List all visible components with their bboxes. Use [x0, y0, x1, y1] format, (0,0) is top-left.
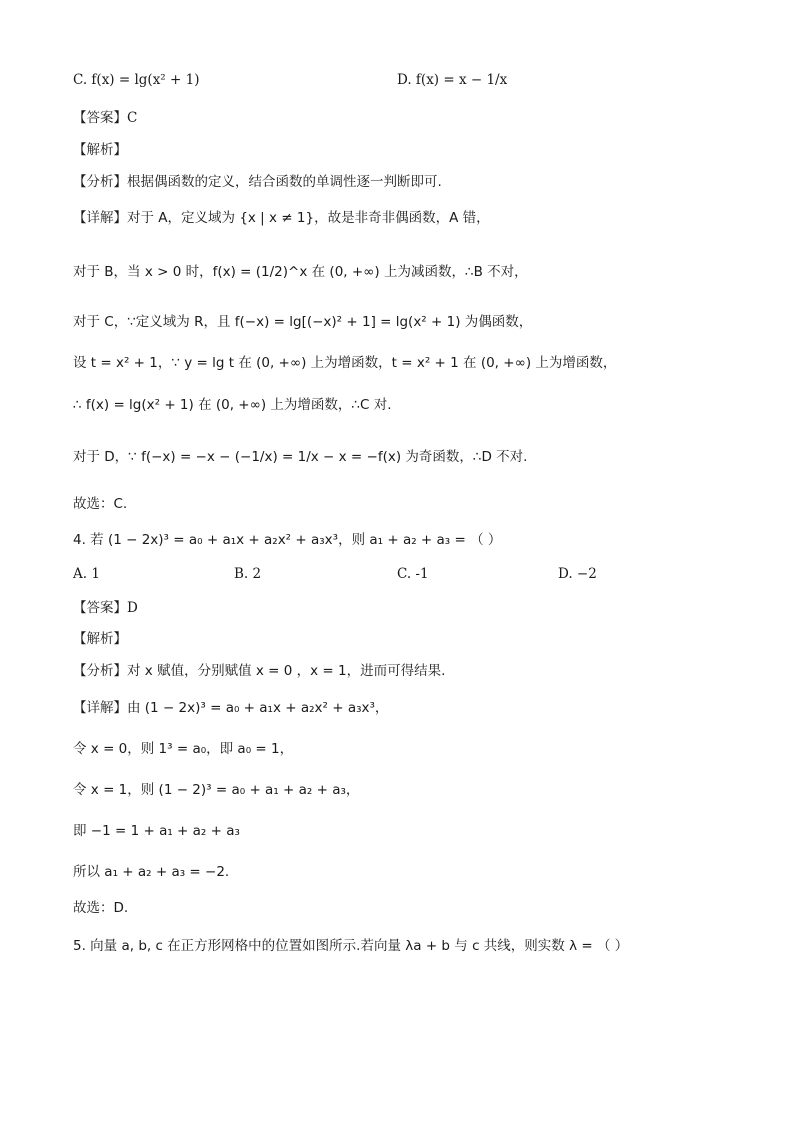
q3-detail-a: [73, 208, 490, 228]
q3-answer: [73, 108, 137, 128]
q4-detail-step4: 即 −1 = 1 + a₁ + a₂ + a₃: [73, 823, 240, 839]
q4-option-c: C. -1: [397, 566, 429, 582]
q3-option-c: C. f(x) = lg(x² + 1): [73, 72, 200, 88]
detail-tag: 【详解】: [73, 210, 127, 226]
q3-fenxi: [73, 172, 442, 192]
q4-detail-step3: 令 x = 1，则 (1 − 2)³ = a₀ + a₁ + a₂ + a₃，: [73, 782, 360, 798]
fenxi-text: 对 x 赋值，分别赋值 x = 0 ，x = 1，进而可得结果.: [127, 663, 446, 679]
q4-fenxi: [73, 661, 445, 681]
q4-option-d: D. −2: [558, 566, 597, 582]
q4-analysis-tag: 【解析】: [73, 631, 127, 647]
q3-analysis-tag: 【解析】: [73, 142, 127, 158]
detail-tag: 【详解】: [73, 700, 127, 716]
q3-detail-c3: ∴ f(x) = lg(x² + 1) 在 (0, +∞) 上为增函数，∴C 对.: [73, 397, 392, 413]
q4-option-b: B. 2: [234, 566, 262, 582]
q4-conclusion: 故选：D.: [73, 900, 129, 916]
q3-detail-c1: 对于 C，∵定义域为 R，且 f(−x) = lg[(−x)² + 1] = lg(x² + 1) 为偶函数，: [73, 314, 533, 330]
q4-detail-step2: 令 x = 0，则 1³ = a₀，即 a₀ = 1，: [73, 741, 294, 757]
detail-a-text: 对于 A，定义域为 {x | x ≠ 1}，故是非奇非偶函数，A 错，: [127, 210, 490, 226]
fenxi-tag: 【分析】: [73, 174, 127, 190]
q3-detail-b: 对于 B，当 x > 0 时，f(x) = (1/2)^x 在 (0, +∞) 上为减函数，∴B 不对，: [73, 264, 528, 280]
fenxi-text: 根据偶函数的定义，结合函数的单调性逐一判断即可.: [127, 174, 442, 190]
q3-conclusion: 故选：C.: [73, 496, 128, 512]
answer-value: D: [127, 600, 138, 616]
fenxi-tag: 【分析】: [73, 663, 127, 679]
q4-option-a: A. 1: [73, 566, 100, 582]
q5-stem: 5. 向量 a, b, c 在正方形网格中的位置如图所示.若向量 λa + b 与 c 共线，则实数 λ = （ ）: [73, 938, 629, 954]
q3-option-d: D. f(x) = x − 1/x: [397, 72, 508, 88]
answer-value: C: [127, 110, 138, 126]
answer-tag: 【答案】: [73, 110, 127, 126]
q4-detail-step1: [73, 698, 388, 718]
answer-tag: 【答案】: [73, 600, 127, 616]
step1-text: 由 (1 − 2x)³ = a₀ + a₁x + a₂x² + a₃x³，: [127, 700, 389, 716]
q4-stem: 4. 若 (1 − 2x)³ = a₀ + a₁x + a₂x² + a₃x³，则 a₁ + a₂ + a₃ = （ ）: [73, 532, 502, 548]
q4-detail-step5: 所以 a₁ + a₂ + a₃ = −2.: [73, 864, 230, 880]
q3-detail-d: 对于 D，∵ f(−x) = −x − (−1/x) = 1/x − x = −f(x) 为奇函数，∴D 不对.: [73, 449, 528, 465]
q4-answer: [73, 598, 138, 618]
q3-detail-c2: 设 t = x² + 1，∵ y = lg t 在 (0, +∞) 上为增函数，t = x² + 1 在 (0, +∞) 上为增函数，: [73, 355, 617, 371]
